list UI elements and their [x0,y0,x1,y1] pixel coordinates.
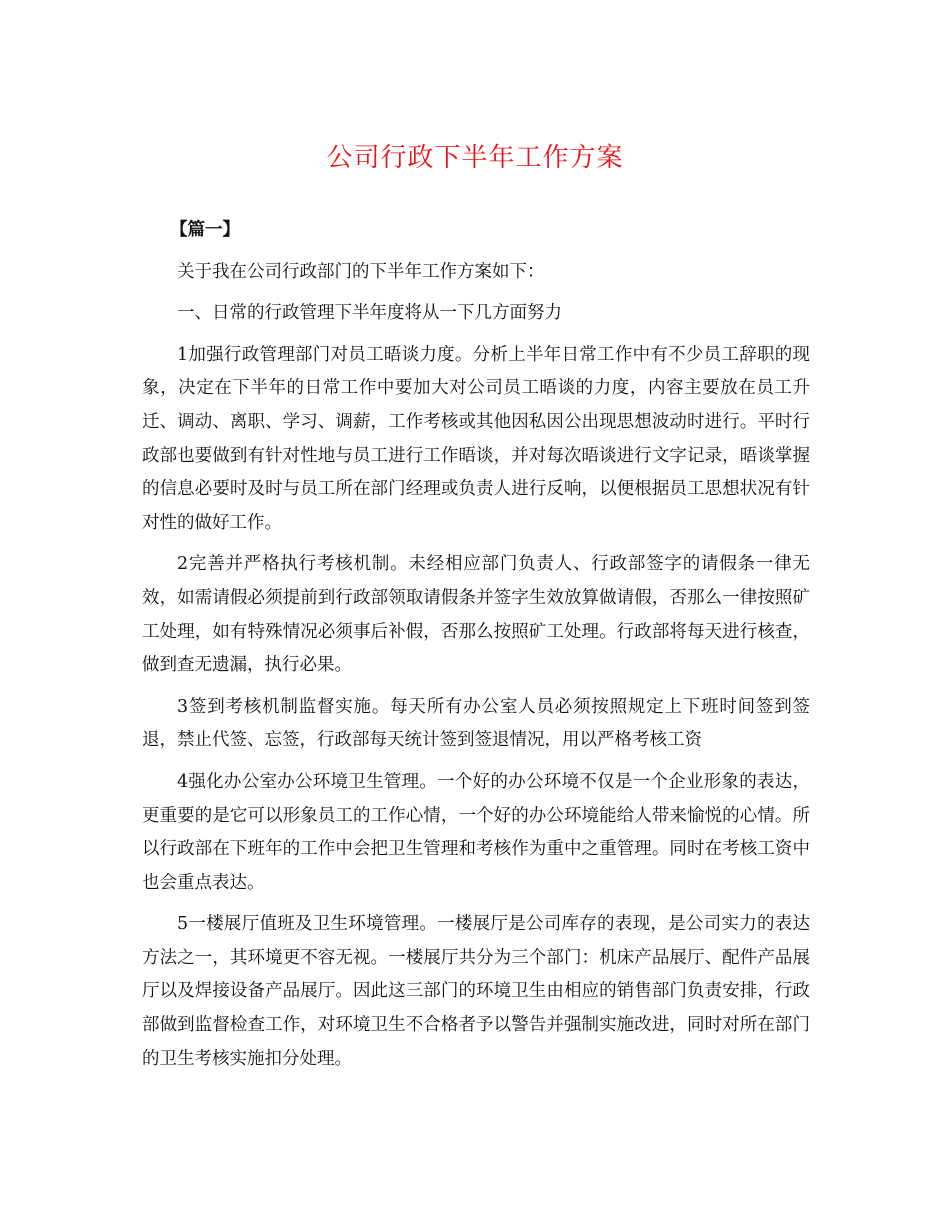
intro-paragraph: 关于我在公司行政部门的下半年工作方案如下： [177,261,545,282]
document-title: 公司行政下半年工作方案 [326,143,624,173]
document-body [142,214,810,1084]
paragraph-item-1: 1加强行政管理部门对员工晤谈力度。分析上半年日常工作中有不少员工辞职的现象，决定在下半年的日常工作中要加大对公司员工晤谈的力度，内容主要放在员工升迁、调动、离职、学习、调薪，工作考核或其他因私因公出现思想波动时进行。平时行政部也要做到有针对性地与员工进行工作晤谈，并对每次晤谈进行文字记录，晤谈掌握的信息必要时及时与员工所在部门经理或负责人进行反响，以便根据员工思想状况有针对性的做好工作。 [142,344,810,533]
paragraph-item-4: 4强化办公室办公环境卫生管理。一个好的办公环境不仅是一个企业形象的表达，更重要的是它可以形象员工的工作心情，一个好的办公环境能给人带来愉悦的心情。所以行政部在下班年的工作中会把卫生管理和考核作为重中之重管理。同时在考核工资中也会重点表达。 [142,771,810,893]
paragraph-item-5: 5一楼展厅值班及卫生环境管理。一楼展厅是公司库存的表现，是公司实力的表达方法之一，其环境更不容无视。一楼展厅共分为三个部门：机床产品展厅、配件产品展厅以及焊接设备产品展厅。因此这三部门的环境卫生由相应的销售部门负责安排，行政部做到监督检查工作，对环境卫生不合格者予以警告并强制实施改进，同时对所在部门的卫生考核实施扣分处理。 [142,914,810,1069]
paragraph-item-2: 2完善并严格执行考核机制。未经相应部门负责人、行政部签字的请假条一律无效，如需请假必须提前到行政部领取请假条并签字生效放算做请假，否那么一律按照矿工处理，如有特殊情况必须事后补假，否那么按照矿工处理。行政部将每天进行核查，做到查无遗漏，执行必果。 [142,554,810,676]
section-heading: 【篇一】 [170,220,240,240]
section-one-heading: 一、日常的行政管理下半年度将从一下几方面努力 [177,303,562,324]
paragraph-item-3: 3签到考核机制监督实施。每天所有办公室人员必须按照规定上下班时间签到签退，禁止代签、忘签，行政部每天统计签到签退情况，用以严格考核工资 [142,696,810,751]
